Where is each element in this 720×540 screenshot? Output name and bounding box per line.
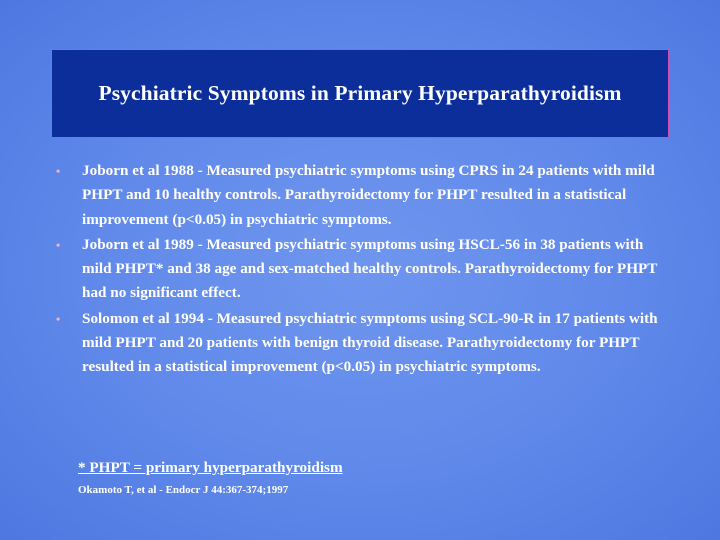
bullet-text: Joborn et al 1989 - Measured psychiatric symptoms using HSCL-56 in 38 patients with mild PHPT* and 38 age and sex-matched healthy controls. Parathyroidectomy for PHPT had no significant effect. — [82, 235, 658, 302]
title-box — [51, 49, 669, 138]
bullet-item — [56, 307, 676, 380]
slide-title: Psychiatric Symptoms in Primary Hyperparathyroidism — [98, 81, 622, 105]
bullet-text: Joborn et al 1988 - Measured psychiatric symptoms using CPRS in 24 patients with mild PHPT and 10 healthy controls. Parathyroidectomy for PHPT resulted in a statistical improvement (p<0.05) in psychiatric symptoms. — [82, 162, 655, 228]
footnote: * PHPT = primary hyperparathyroidism — [78, 459, 343, 476]
citation: Okamoto T, et al - Endocr J 44:367-374;1997 — [78, 484, 289, 496]
bullet-text: Solomon et al 1994 - Measured psychiatric symptoms using SCL-90-R in 17 patients with mild PHPT and 20 patients with benign thyroid disease. Parathyroidectomy for PHPT resulted in a statistical improvement (p<0.05) in psychiatric symptoms. — [82, 309, 658, 376]
bullet-item — [56, 159, 676, 232]
bullet-dot-icon: • — [56, 164, 61, 178]
bullet-list — [56, 159, 676, 381]
bullet-item — [56, 233, 676, 306]
bullet-dot-icon: • — [56, 237, 61, 252]
bullet-dot-icon: • — [56, 311, 61, 326]
